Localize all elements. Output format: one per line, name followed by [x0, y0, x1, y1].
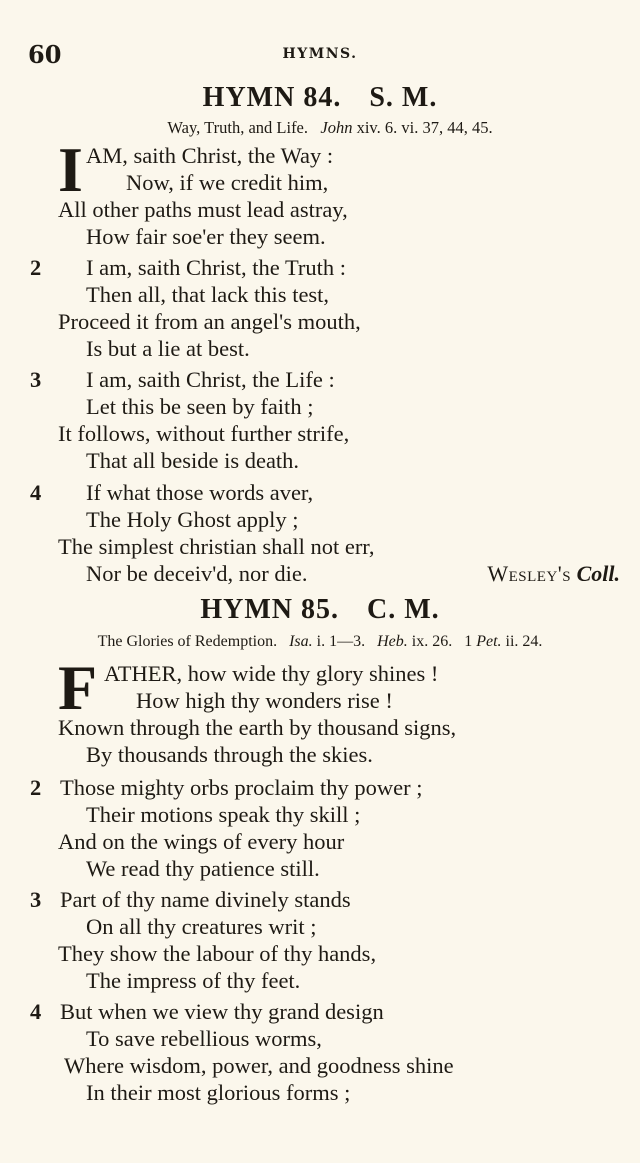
hymn-85-s2-line-3: And on the wings of every hour — [58, 829, 345, 854]
hymn-84-s4-line-3: The simplest christian shall not err, — [58, 534, 375, 559]
running-title: HYMNS. — [282, 46, 358, 62]
hymn-84-s4-line-4: Nor be deceiv'd, nor die. — [86, 561, 308, 586]
hymn-84-s2-line-1: I am, saith Christ, the Truth : — [86, 255, 347, 280]
hymn-85-ref3-book: Pet. — [476, 633, 502, 650]
hymn-85-stanza-4-number: 4 — [30, 999, 42, 1024]
hymn-84-stanza-3-number: 3 — [30, 367, 42, 392]
hymn-84-s4-line-2: The Holy Ghost apply ; — [86, 507, 299, 532]
hymn-85-s4-line-1: But when we view thy grand design — [60, 999, 384, 1024]
hymn-84-s2-line-4: Is but a lie at best. — [86, 336, 250, 361]
hymn-84-title — [0, 82, 640, 114]
hymn-84-s3-line-2: Let this be seen by faith ; — [86, 394, 314, 419]
hymn-85-s4-line-4: In their most glorious forms ; — [86, 1080, 351, 1105]
hymn-84-s2-line-2: Then all, that lack this test, — [86, 282, 330, 307]
attribution-work: Coll. — [576, 561, 620, 586]
hymn-84-s1-line-3: All other paths must lead astray, — [58, 197, 348, 222]
hymn-85-s2-line-1: Those mighty orbs proclaim thy power ; — [60, 775, 423, 800]
hymn-85-s1-line-3: Known through the earth by thousand signs, — [58, 715, 457, 740]
hymn-85-s1-line-2: How high thy wonders rise ! — [136, 688, 393, 713]
hymn-85-ref2: ix. 26. — [411, 633, 453, 650]
hymn-84-s1-line-4: How fair soe'er they seem. — [86, 224, 326, 249]
hymn-85-dropcap: F — [58, 652, 98, 723]
hymn-85-ref3: ii. 24. — [505, 633, 543, 650]
hymn-84-number: HYMN 84. — [202, 82, 342, 113]
hymn-85-s2-line-4: We read thy patience still. — [86, 856, 320, 881]
hymn-84-stanza-2-number: 2 — [30, 255, 42, 280]
page-number: 60 — [28, 40, 62, 69]
hymn-84-s3-line-1: I am, saith Christ, the Life : — [86, 367, 335, 392]
hymn-85-ref3-num: 1 — [464, 633, 473, 650]
hymn-85-stanza-3-number: 3 — [30, 887, 42, 912]
hymn-85-s3-line-2: On all thy creatures writ ; — [86, 914, 317, 939]
hymn-84-s3-line-4: That all beside is death. — [86, 448, 300, 473]
hymn-85-theme: The Glories of Redemption. — [97, 633, 278, 650]
hymn-85-s1-line-1: ATHER, how wide thy glory shines ! — [104, 661, 439, 686]
hymn-84-s3-line-3: It follows, without further strife, — [58, 421, 350, 446]
hymn-85-meter: C. M. — [367, 594, 440, 625]
hymn-85-s1-line-4: By thousands through the skies. — [86, 742, 373, 767]
hymn-84-s4-line-1: If what those words aver, — [86, 480, 314, 505]
hymn-84-ref: xiv. 6. vi. 37, 44, 45. — [356, 118, 493, 137]
attribution-author: Wesley's — [487, 561, 572, 586]
hymn-85-ref1: i. 1—3. — [316, 633, 366, 650]
hymn-85-s3-line-4: The impress of thy feet. — [86, 968, 301, 993]
hymn-85-s2-line-2: Their motions speak thy skill ; — [86, 802, 361, 827]
hymn-85-subtitle — [0, 633, 640, 651]
hymn-84-s1-line-1: AM, saith Christ, the Way : — [86, 143, 334, 168]
hymn-84-ref-book: John — [320, 118, 353, 137]
hymn-85-stanza-2-number: 2 — [30, 775, 42, 800]
hymn-84-stanza-4-number: 4 — [30, 480, 42, 505]
hymn-84-theme: Way, Truth, and Life. — [167, 118, 309, 137]
hymn-85-ref1-book: Isa. — [289, 633, 313, 650]
hymn-84-dropcap: I — [58, 134, 83, 205]
hymn-84-subtitle — [10, 118, 640, 138]
hymn-84-s2-line-3: Proceed it from an angel's mouth, — [58, 309, 361, 334]
hymn-84-attribution — [487, 563, 620, 585]
hymn-85-s3-line-1: Part of thy name divinely stands — [60, 887, 351, 912]
hymn-84-s1-line-2: Now, if we credit him, — [126, 170, 329, 195]
hymn-85-s3-line-3: They show the labour of thy hands, — [58, 941, 377, 966]
hymn-85-number: HYMN 85. — [200, 594, 339, 625]
hymn-85-ref2-book: Heb. — [377, 633, 408, 650]
hymn-84-meter: S. M. — [369, 82, 438, 113]
running-head — [28, 40, 612, 70]
hymn-85-title — [0, 594, 640, 626]
hymn-85-s4-line-2: To save rebellious worms, — [86, 1026, 322, 1051]
hymn-85-s4-line-3: Where wisdom, power, and goodness shine — [64, 1053, 454, 1078]
